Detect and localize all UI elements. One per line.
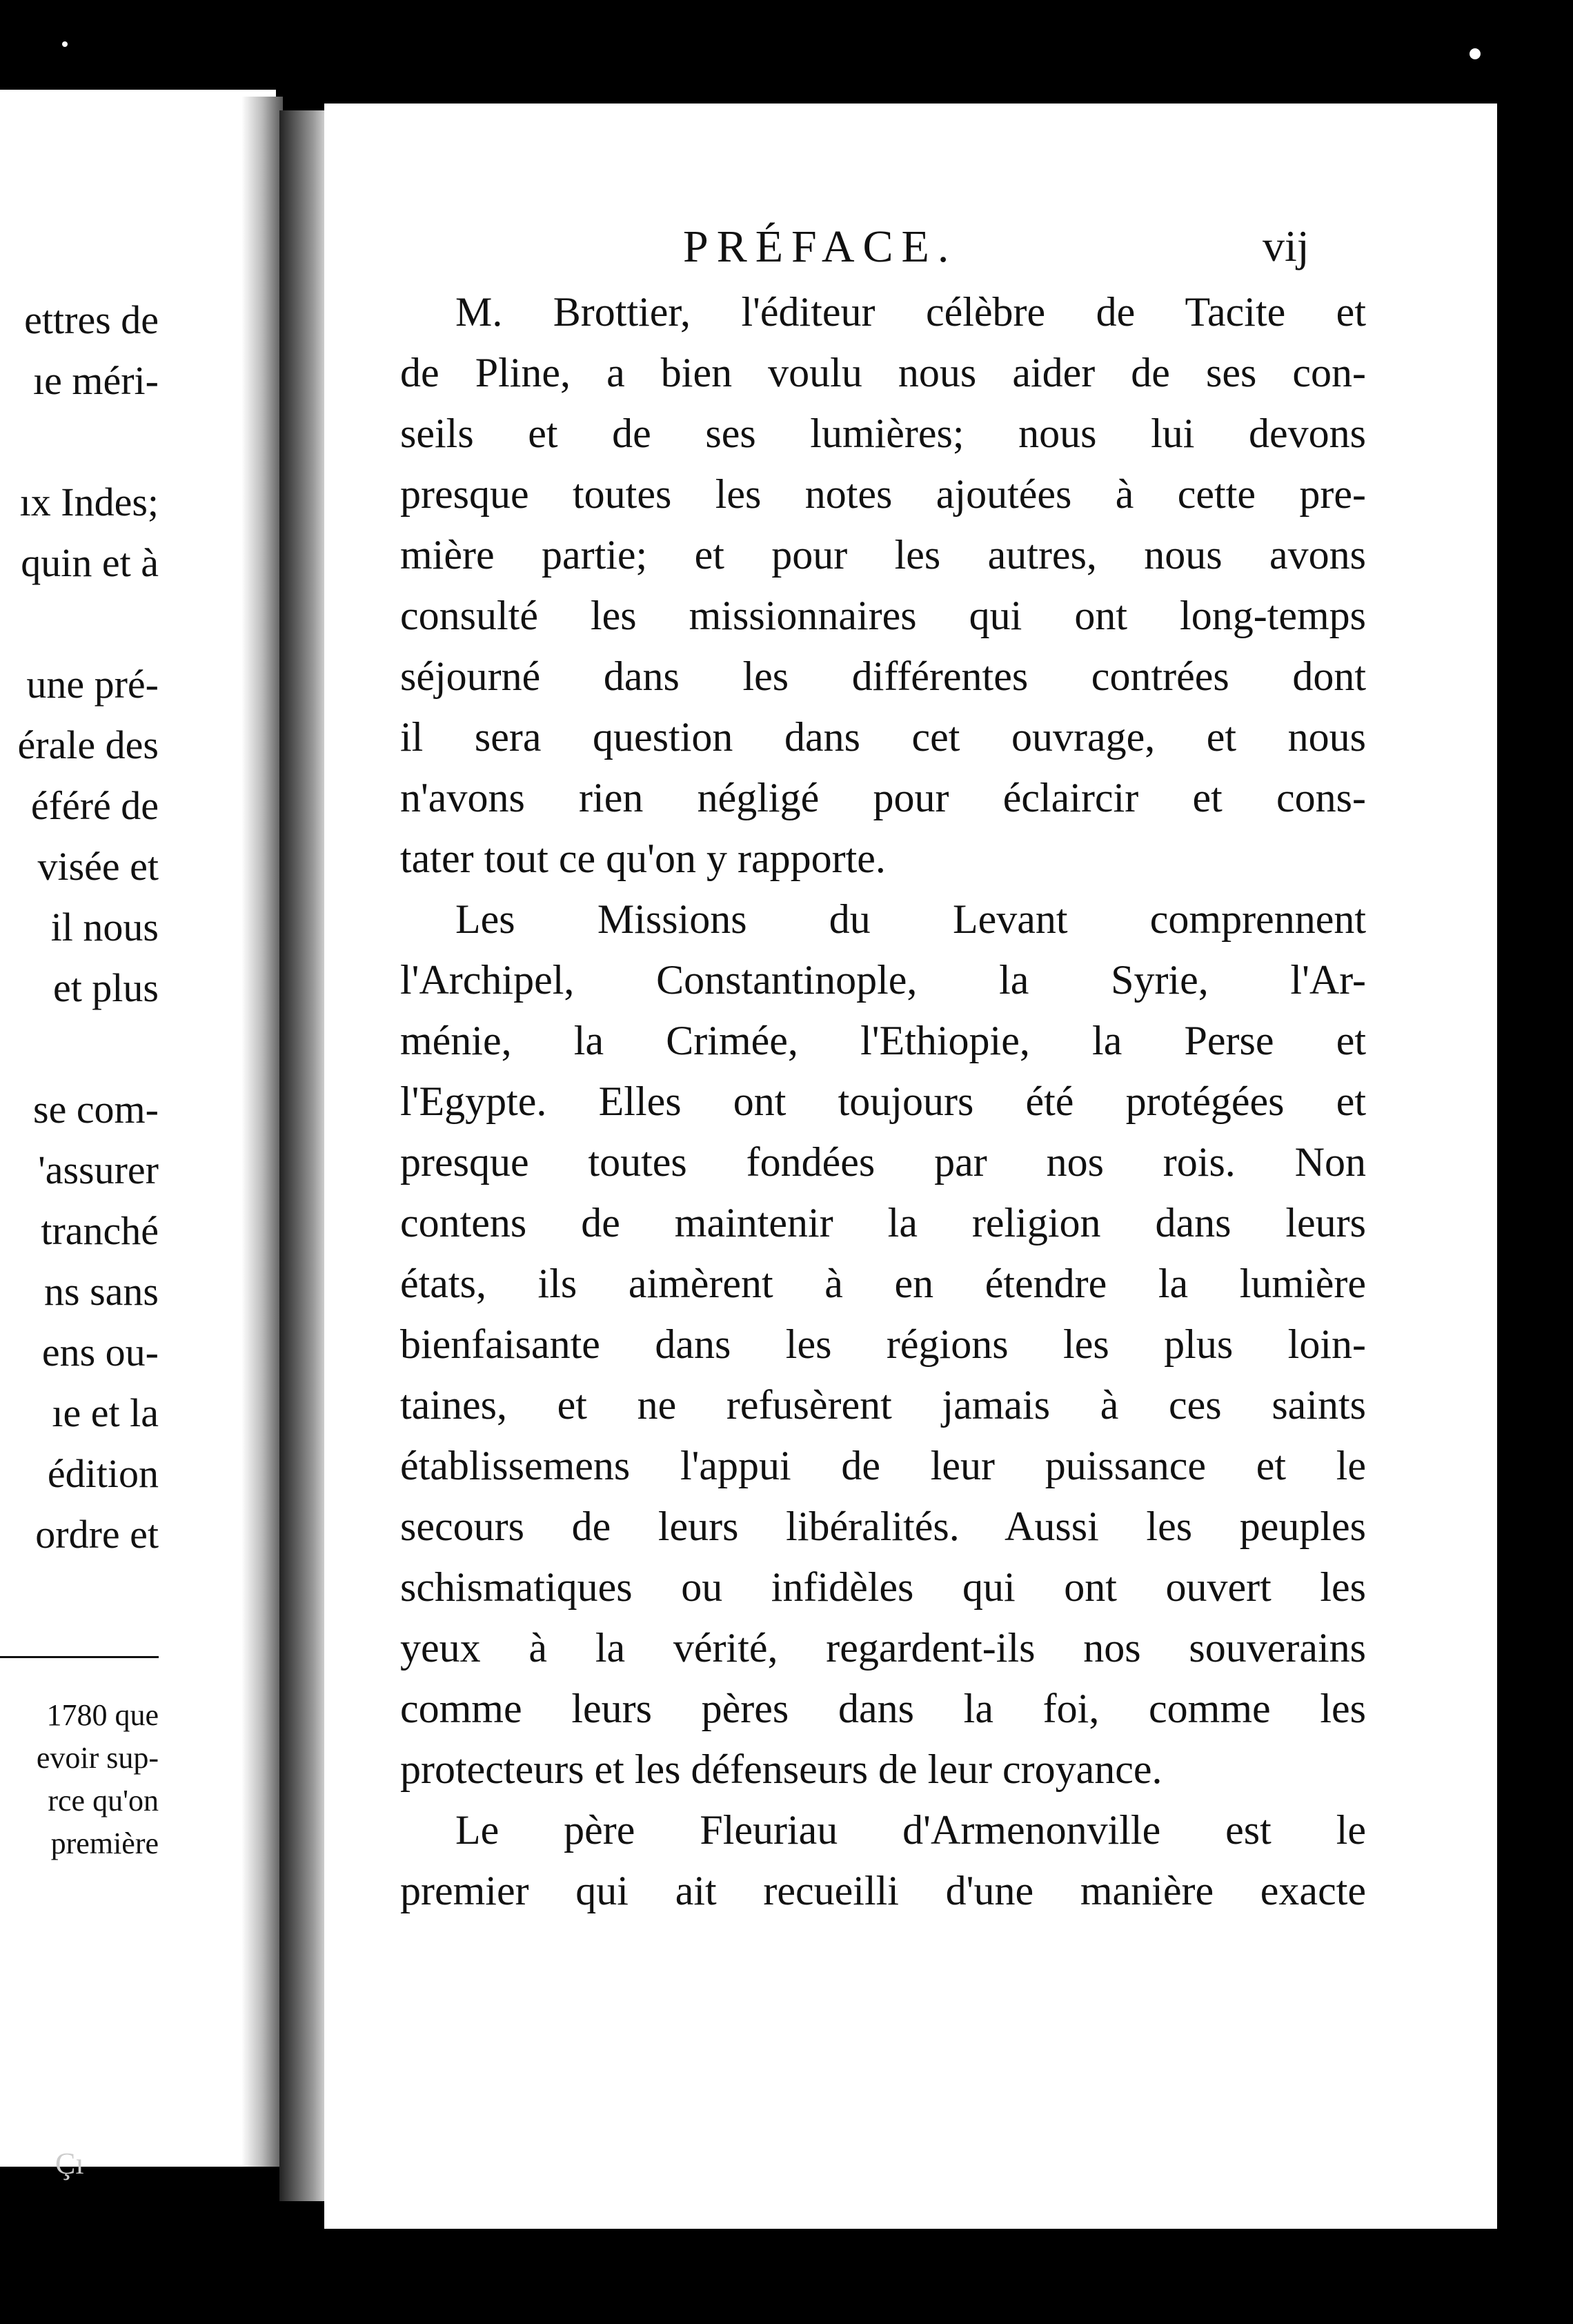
page-number: vij [1263,221,1309,270]
text-line: presque toutes fondées par nos rois. Non [400,1139,1366,1185]
scan-speck [1470,48,1481,59]
left-page-line: ıx Indes; [19,480,159,524]
text-line: taines, et ne refusèrent jamais à ces saints [400,1382,1366,1428]
left-page-line: ordre et [35,1512,159,1557]
body-text [400,282,1366,1921]
left-page-line: quin et à [21,540,159,585]
footnote-rule [0,1656,159,1658]
text-line: presque toutes les notes ajoutées à cette pre- [400,471,1366,517]
left-page-gutter [241,97,283,2167]
text-line: l'Archipel, Constantinople, la Syrie, l'Ar- [400,957,1366,1003]
left-page-line: édition [47,1451,159,1496]
scan-speck [62,41,68,47]
footnote-line: 1780 que [46,1698,159,1732]
text-line: établissemens l'appui de leur puissance et le [400,1443,1366,1488]
running-title: PRÉFACE. [683,221,958,272]
text-line: comme leurs pères dans la foi, comme les [400,1686,1366,1731]
left-page-line [18,593,159,654]
left-page-line: il nous [50,905,159,949]
text-line: consulté les missionnaires qui ont long-temps [400,593,1366,638]
right-page [324,104,1497,2229]
left-page-line: ıe méri- [33,358,159,403]
text-line: Les Missions du Levant comprennent [455,896,1366,942]
left-page-line: ens ou- [41,1330,159,1375]
footnote-line: rce qu'on [48,1784,159,1818]
left-page-line: tranché [41,1208,159,1253]
paragraph [400,1800,1366,1921]
text-line: de Pline, a bien voulu nous aider de ses con- [400,350,1366,395]
paragraph [400,889,1366,1800]
left-page-text [18,290,159,1565]
footnote-line: evoir sup- [36,1741,159,1775]
left-page-line: ns sans [44,1269,159,1314]
text-line: l'Egypte. Elles ont toujours été protégées et [400,1079,1366,1124]
text-line: premier qui ait recueilli d'une manière exacte [400,1868,1366,1913]
left-page-line [18,411,159,472]
text-line: schismatiques ou infidèles qui ont ouvert les [400,1564,1366,1610]
text-line: ménie, la Crimée, l'Ethiopie, la Perse et [400,1018,1366,1063]
text-line: séjourné dans les différentes contrées dont [400,653,1366,699]
text-line: Le père Fleuriau d'Armenonville est le [455,1807,1366,1853]
bottom-mark: Çı [55,2147,84,2180]
text-line: bienfaisante dans les régions les plus loin- [400,1321,1366,1367]
text-line: états, ils aimèrent à en étendre la lumière [400,1261,1366,1306]
left-page-line: érale des [17,722,159,767]
left-page-line: et plus [52,965,159,1010]
paragraph [400,282,1366,889]
text-line: secours de leurs libéralités. Aussi les peuples [400,1504,1366,1549]
left-page-line [18,1018,159,1079]
page-header [324,221,1359,283]
book-spine [279,110,328,2201]
text-line: yeux à la vérité, regardent-ils nos souverains [400,1625,1366,1671]
left-page-line: ettres de [24,297,159,342]
left-page [0,90,276,2167]
text-line: protecteurs et les défenseurs de leur croyance. [400,1746,1163,1792]
text-line: contens de maintenir la religion dans leurs [400,1200,1366,1245]
left-page-line: éféré de [30,783,159,828]
left-page-line: une pré- [26,662,159,707]
text-line: mière partie; et pour les autres, nous avons [400,532,1366,578]
text-line: seils et de ses lumières; nous lui devons [400,411,1366,456]
left-page-line: ıe et la [52,1390,159,1435]
left-page-line: 'assurer [38,1148,159,1192]
left-page-footnote [37,1694,159,1865]
footnote-line: première [50,1826,159,1860]
text-line: n'avons rien négligé pour éclaircir et cons- [400,775,1366,820]
left-page-line: se com- [33,1087,159,1132]
text-line: il sera question dans cet ouvrage, et nous [400,714,1366,760]
text-line: M. Brottier, l'éditeur célèbre de Tacite et [455,289,1366,335]
text-line: tater tout ce qu'on y rapporte. [400,836,886,881]
left-page-line: visée et [37,844,159,889]
